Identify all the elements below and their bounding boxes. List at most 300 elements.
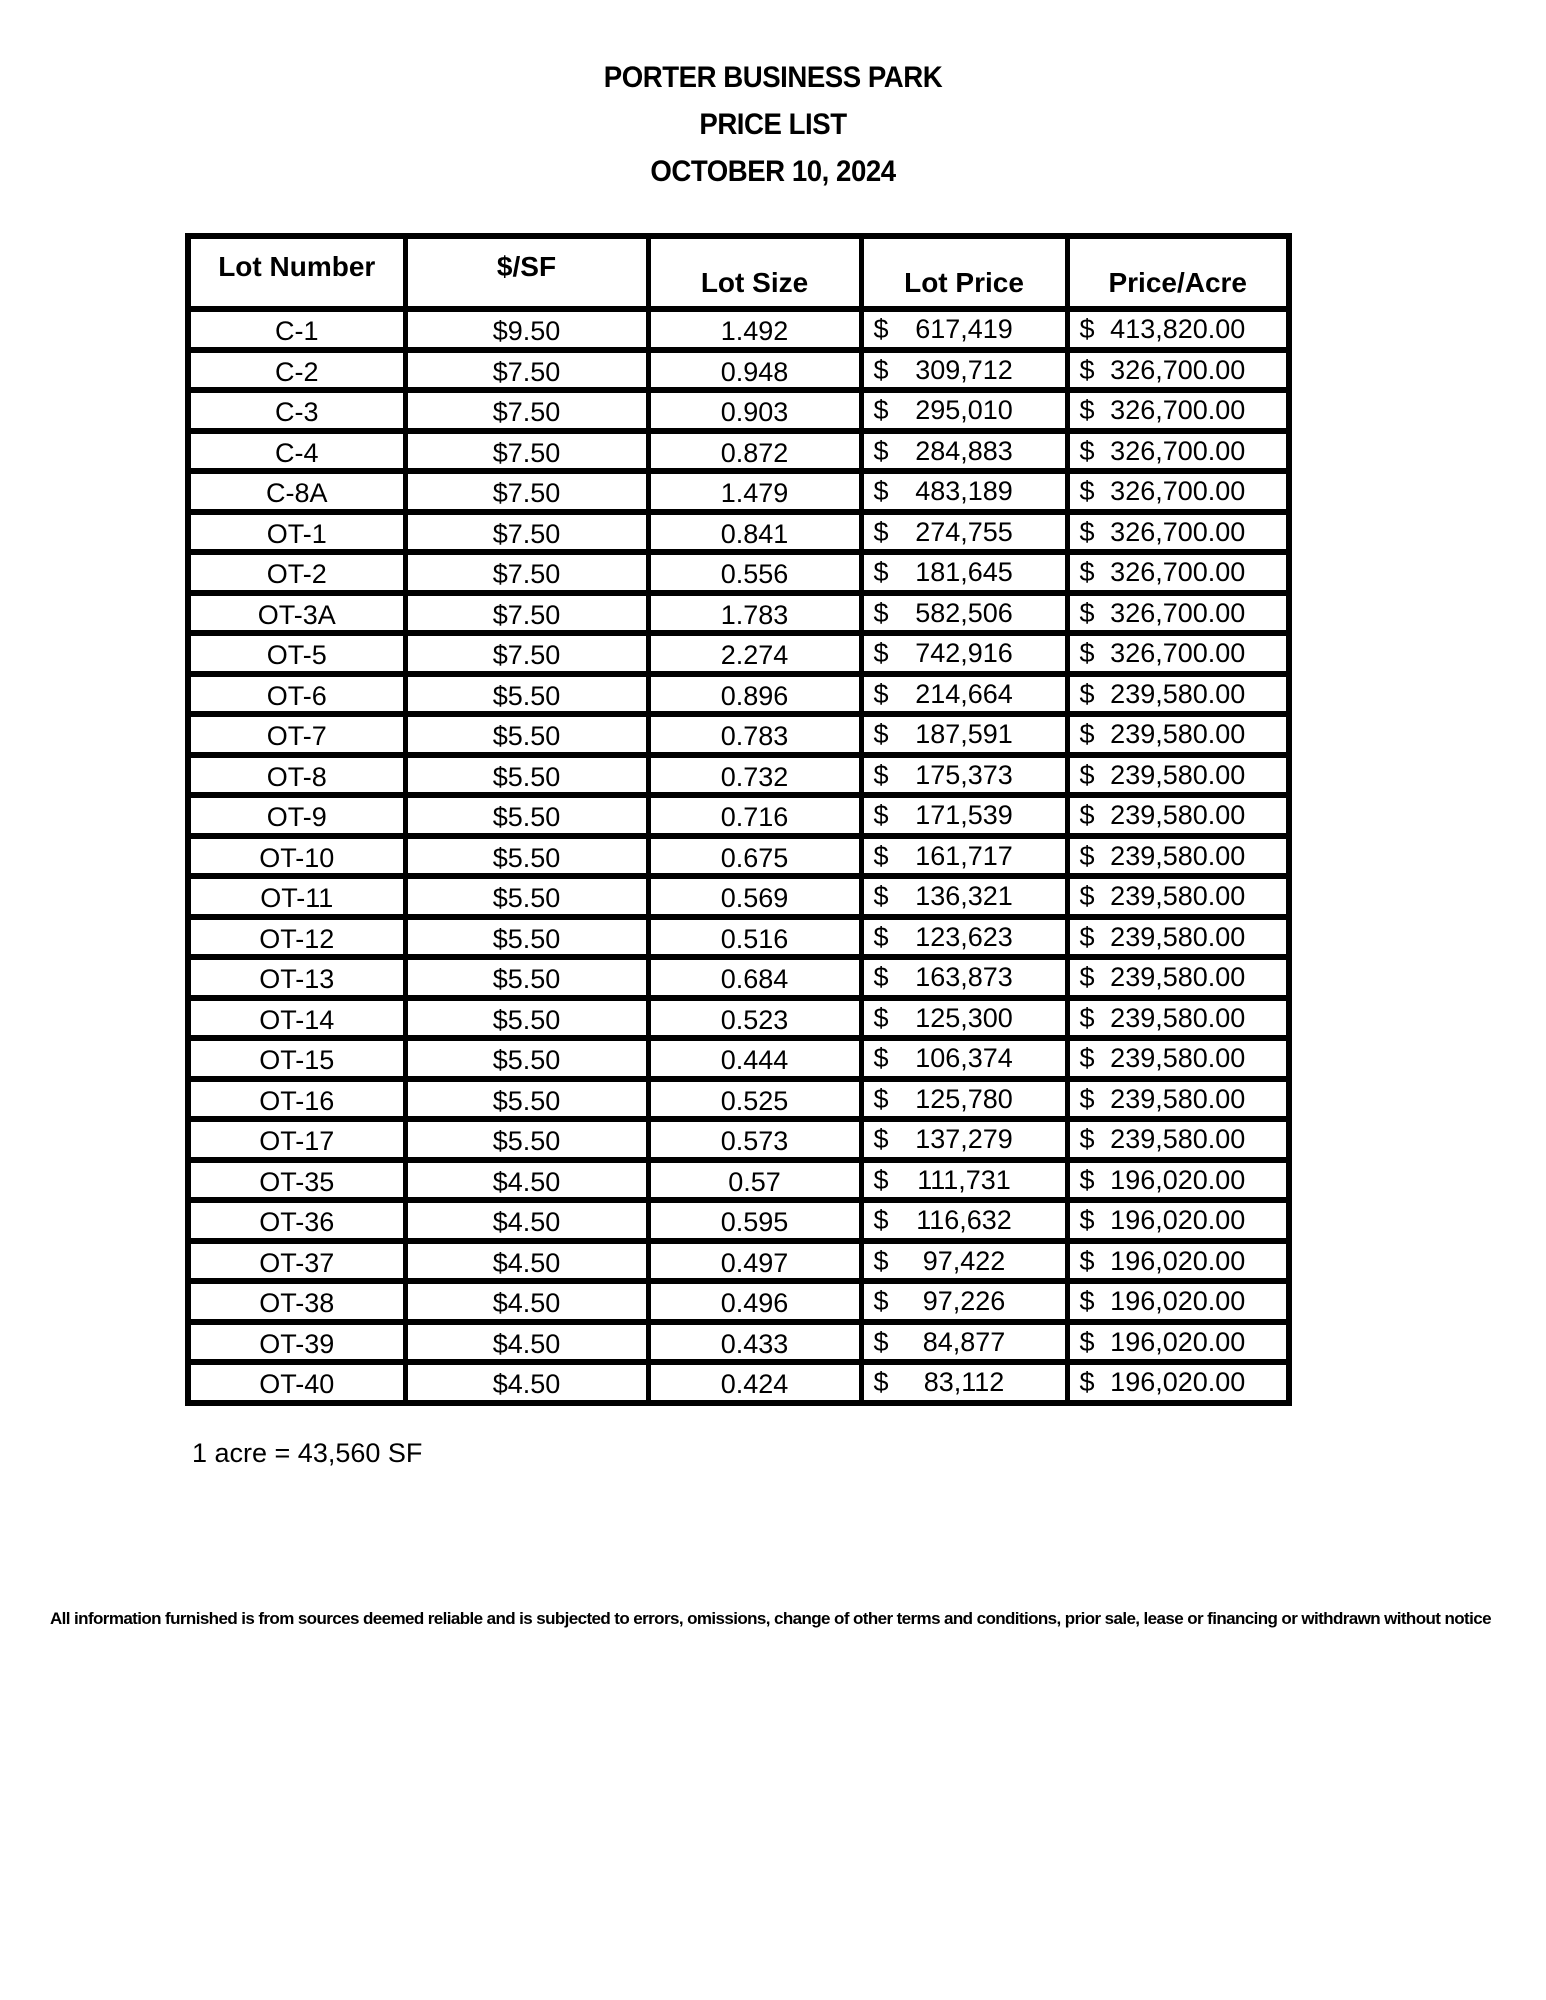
price-per-sf-cell <box>405 1281 648 1322</box>
price-per-acre-cell <box>1067 309 1289 350</box>
lot-number-cell-value: OT-2 <box>266 559 327 590</box>
price-per-sf-cell-value: $5.50 <box>492 883 561 914</box>
price-per-acre-cell-value: 326,700.00 <box>1110 395 1246 426</box>
price-per-sf-cell <box>405 1160 648 1201</box>
currency-symbol: $ <box>1079 800 1095 831</box>
lot-number-cell <box>188 1200 405 1241</box>
lot-price-cell <box>861 755 1067 796</box>
lot-number-cell-value: OT-16 <box>259 1085 335 1116</box>
price-per-acre-cell <box>1067 674 1289 715</box>
lot-size-cell <box>648 512 861 553</box>
price-per-sf-cell-value: $7.50 <box>492 518 561 549</box>
lot-price-cell-value: 742,916 <box>915 638 1013 669</box>
price-per-acre-cell-value: 239,580.00 <box>1110 881 1246 912</box>
currency-symbol: $ <box>1079 314 1095 345</box>
currency-symbol: $ <box>873 638 889 669</box>
lot-number-cell <box>188 431 405 472</box>
price-per-acre-cell-value: 326,700.00 <box>1110 435 1246 466</box>
lot-size-cell <box>648 836 861 877</box>
price-per-acre-cell <box>1067 1119 1289 1160</box>
currency-symbol: $ <box>873 597 889 628</box>
lot-number-cell-value: OT-36 <box>259 1207 335 1238</box>
lot-number-cell <box>188 1281 405 1322</box>
lot-number-cell-value: OT-10 <box>259 842 335 873</box>
lot-number-cell <box>188 1241 405 1282</box>
lot-number-cell-value: OT-35 <box>259 1166 335 1197</box>
lot-size-cell-value: 0.497 <box>720 1247 789 1278</box>
lot-size-cell <box>648 674 861 715</box>
lot-price-cell <box>861 552 1067 593</box>
currency-symbol: $ <box>873 881 889 912</box>
lot-number-cell <box>188 795 405 836</box>
column-header-label: Lot Price <box>904 267 1024 298</box>
column-header-label: Price/Acre <box>1108 267 1248 298</box>
lot-size-cell-value: 0.573 <box>720 1126 789 1157</box>
currency-symbol: $ <box>873 759 889 790</box>
price-per-sf-cell <box>405 633 648 674</box>
currency-symbol: $ <box>873 1124 889 1155</box>
lot-price-cell <box>861 795 1067 836</box>
lot-number-cell <box>188 674 405 715</box>
price-per-acre-cell <box>1067 350 1289 391</box>
lot-price-cell-value: 123,623 <box>915 921 1013 952</box>
lot-size-cell-value: 0.523 <box>720 1004 789 1035</box>
currency-symbol: $ <box>873 921 889 952</box>
currency-symbol: $ <box>873 516 889 547</box>
price-per-sf-cell-value: $5.50 <box>492 1126 561 1157</box>
price-per-sf-cell-value: $5.50 <box>492 721 561 752</box>
currency-symbol: $ <box>873 1164 889 1195</box>
table-row <box>188 552 1289 593</box>
table-row <box>188 593 1289 634</box>
lot-number-cell-value: C-3 <box>274 397 319 428</box>
price-per-sf-cell <box>405 1362 648 1403</box>
column-header-lot-number <box>188 236 405 309</box>
lot-price-cell <box>861 512 1067 553</box>
table-row <box>188 795 1289 836</box>
currency-symbol: $ <box>1079 1164 1095 1195</box>
lot-price-cell <box>861 998 1067 1039</box>
lot-number-cell <box>188 390 405 431</box>
lot-price-cell-value: 84,877 <box>922 1326 1006 1357</box>
currency-symbol: $ <box>1079 435 1095 466</box>
lot-number-cell <box>188 1079 405 1120</box>
currency-symbol: $ <box>1079 678 1095 709</box>
price-per-acre-cell <box>1067 390 1289 431</box>
currency-symbol: $ <box>873 962 889 993</box>
table-row <box>188 471 1289 512</box>
price-per-sf-cell <box>405 552 648 593</box>
lot-price-cell-value: 617,419 <box>915 314 1013 345</box>
lot-number-cell <box>188 714 405 755</box>
price-per-sf-cell-value: $5.50 <box>492 1045 561 1076</box>
price-per-sf-cell <box>405 1241 648 1282</box>
table-row <box>188 431 1289 472</box>
lot-price-cell-value: 171,539 <box>915 800 1013 831</box>
lot-price-cell-value: 582,506 <box>915 597 1013 628</box>
lot-size-cell-value: 0.525 <box>720 1085 789 1116</box>
currency-symbol: $ <box>873 800 889 831</box>
currency-symbol: $ <box>1079 516 1095 547</box>
currency-symbol: $ <box>873 354 889 385</box>
currency-symbol: $ <box>1079 1083 1095 1114</box>
lot-size-cell-value: 0.595 <box>720 1207 789 1238</box>
lot-price-cell-value: 295,010 <box>915 395 1013 426</box>
lot-number-cell <box>188 1038 405 1079</box>
lot-price-cell <box>861 674 1067 715</box>
currency-symbol: $ <box>873 1286 889 1317</box>
lot-number-cell <box>188 1119 405 1160</box>
lot-size-cell <box>648 1160 861 1201</box>
lot-number-cell-value: OT-3A <box>257 599 336 630</box>
lot-number-cell <box>188 633 405 674</box>
table-row <box>188 876 1289 917</box>
currency-symbol: $ <box>1079 557 1095 588</box>
price-per-sf-cell-value: $7.50 <box>492 640 561 671</box>
price-per-acre-cell <box>1067 1241 1289 1282</box>
price-per-acre-cell <box>1067 795 1289 836</box>
lot-size-cell <box>648 1362 861 1403</box>
price-per-sf-cell-value: $5.50 <box>492 680 561 711</box>
price-per-sf-cell-value: $5.50 <box>492 964 561 995</box>
price-per-sf-cell-value: $9.50 <box>492 316 561 347</box>
lot-price-cell <box>861 1281 1067 1322</box>
lot-price-cell-value: 97,422 <box>922 1245 1006 1276</box>
lot-size-cell-value: 0.57 <box>728 1166 781 1197</box>
lot-price-cell-value: 83,112 <box>923 1367 1005 1398</box>
lot-price-cell-value: 163,873 <box>915 962 1013 993</box>
lot-price-cell-value: 137,279 <box>915 1124 1013 1155</box>
lot-number-cell-value: C-1 <box>274 316 319 347</box>
lot-size-cell <box>648 795 861 836</box>
price-per-sf-cell-value: $4.50 <box>492 1328 561 1359</box>
lot-number-cell-value: OT-37 <box>259 1247 335 1278</box>
price-per-acre-cell-value: 326,700.00 <box>1110 597 1246 628</box>
price-per-acre-cell-value: 239,580.00 <box>1110 1083 1246 1114</box>
table-row <box>188 1200 1289 1241</box>
lot-size-cell-value: 0.496 <box>720 1288 789 1319</box>
lot-price-cell-value: 161,717 <box>915 840 1013 871</box>
table-row <box>188 1079 1289 1120</box>
price-per-sf-cell-value: $7.50 <box>492 397 561 428</box>
lot-number-cell <box>188 836 405 877</box>
price-per-acre-cell-value: 196,020.00 <box>1110 1326 1246 1357</box>
price-per-sf-cell <box>405 350 648 391</box>
lot-number-cell <box>188 309 405 350</box>
lot-price-cell <box>861 309 1067 350</box>
lot-price-cell <box>861 1038 1067 1079</box>
price-table <box>185 233 1292 1406</box>
lot-price-cell <box>861 1241 1067 1282</box>
currency-symbol: $ <box>1079 1286 1095 1317</box>
price-per-sf-cell-value: $5.50 <box>492 1004 561 1035</box>
lot-size-cell-value: 0.433 <box>720 1328 789 1359</box>
table-row <box>188 1119 1289 1160</box>
lot-number-cell <box>188 350 405 391</box>
lot-number-cell <box>188 593 405 634</box>
currency-symbol: $ <box>873 557 889 588</box>
lot-number-cell <box>188 1362 405 1403</box>
lot-size-cell-value: 2.274 <box>720 640 789 671</box>
lot-price-cell <box>861 1160 1067 1201</box>
price-per-sf-cell <box>405 1079 648 1120</box>
currency-symbol: $ <box>873 435 889 466</box>
table-row <box>188 1362 1289 1403</box>
column-header-price-per-sf <box>405 236 648 309</box>
price-per-sf-cell-value: $7.50 <box>492 356 561 387</box>
lot-price-cell-value: 483,189 <box>915 476 1013 507</box>
lot-number-cell <box>188 471 405 512</box>
lot-size-cell-value: 0.841 <box>720 518 789 549</box>
price-per-acre-cell-value: 239,580.00 <box>1110 1002 1246 1033</box>
table-row <box>188 512 1289 553</box>
lot-number-cell <box>188 512 405 553</box>
lot-price-cell-value: 125,300 <box>915 1002 1013 1033</box>
price-per-acre-cell-value: 326,700.00 <box>1110 557 1246 588</box>
currency-symbol: $ <box>1079 962 1095 993</box>
acre-conversion-note: 1 acre = 43,560 SF <box>192 1438 423 1468</box>
price-per-acre-cell-value: 239,580.00 <box>1110 1043 1246 1074</box>
lot-size-cell-value: 0.716 <box>720 802 789 833</box>
lot-size-cell-value: 0.675 <box>720 842 789 873</box>
lot-size-cell <box>648 917 861 958</box>
currency-symbol: $ <box>873 1043 889 1074</box>
price-per-acre-cell <box>1067 1281 1289 1322</box>
price-per-acre-cell-value: 196,020.00 <box>1110 1286 1246 1317</box>
price-per-sf-cell-value: $7.50 <box>492 559 561 590</box>
lot-size-cell <box>648 755 861 796</box>
price-per-sf-cell <box>405 836 648 877</box>
lot-size-cell <box>648 1079 861 1120</box>
table-row <box>188 1038 1289 1079</box>
price-per-acre-cell <box>1067 1038 1289 1079</box>
lot-number-cell-value: OT-39 <box>259 1328 335 1359</box>
table-row <box>188 1322 1289 1363</box>
lot-price-cell <box>861 1200 1067 1241</box>
price-per-sf-cell <box>405 1119 648 1160</box>
lot-price-cell <box>861 350 1067 391</box>
lot-price-cell <box>861 1362 1067 1403</box>
price-per-sf-cell <box>405 998 648 1039</box>
lot-size-cell <box>648 350 861 391</box>
price-per-sf-cell <box>405 390 648 431</box>
lot-number-cell-value: OT-11 <box>260 883 334 914</box>
table-row <box>188 309 1289 350</box>
lot-number-cell <box>188 1160 405 1201</box>
column-header-price-per-acre <box>1067 236 1289 309</box>
lot-number-cell-value: OT-38 <box>259 1288 335 1319</box>
lot-size-cell <box>648 471 861 512</box>
price-per-sf-cell <box>405 957 648 998</box>
lot-size-cell-value: 0.556 <box>720 559 789 590</box>
price-per-acre-cell-value: 326,700.00 <box>1110 516 1246 547</box>
price-per-acre-cell <box>1067 512 1289 553</box>
lot-size-cell <box>648 1281 861 1322</box>
currency-symbol: $ <box>1079 1002 1095 1033</box>
price-per-sf-cell <box>405 309 648 350</box>
lot-number-cell <box>188 755 405 796</box>
price-per-sf-cell-value: $7.50 <box>492 478 561 509</box>
lot-number-cell <box>188 917 405 958</box>
price-per-acre-cell <box>1067 633 1289 674</box>
currency-symbol: $ <box>873 1205 889 1236</box>
table-row <box>188 998 1289 1039</box>
lot-size-cell <box>648 1200 861 1241</box>
table-row <box>188 957 1289 998</box>
currency-symbol: $ <box>1079 1326 1095 1357</box>
price-per-sf-cell <box>405 917 648 958</box>
price-per-acre-cell-value: 239,580.00 <box>1110 1124 1246 1155</box>
price-per-sf-cell-value: $7.50 <box>492 599 561 630</box>
lot-size-cell <box>648 714 861 755</box>
currency-symbol: $ <box>1079 395 1095 426</box>
lot-size-cell <box>648 1241 861 1282</box>
lot-number-cell <box>188 1322 405 1363</box>
lot-number-cell-value: OT-17 <box>259 1126 335 1157</box>
lot-price-cell-value: 181,645 <box>915 557 1013 588</box>
table-row <box>188 1241 1289 1282</box>
currency-symbol: $ <box>873 1002 889 1033</box>
lot-price-cell-value: 284,883 <box>915 435 1013 466</box>
table-row <box>188 714 1289 755</box>
disclaimer-text: All information furnished is from sources deemed reliable and is subjected to errors, omissions, change of other terms and conditions, prior sale, lease or financing or withdrawn without notice <box>50 1609 1491 1628</box>
lot-number-cell-value: OT-6 <box>266 680 327 711</box>
table-row <box>188 1281 1289 1322</box>
price-per-acre-cell-value: 239,580.00 <box>1110 800 1246 831</box>
price-per-acre-cell-value: 239,580.00 <box>1110 719 1246 750</box>
lot-number-cell-value: OT-7 <box>266 721 327 752</box>
lot-price-cell <box>861 390 1067 431</box>
lot-number-cell-value: C-4 <box>274 437 319 468</box>
lot-size-cell-value: 1.492 <box>720 316 789 347</box>
lot-price-cell <box>861 836 1067 877</box>
lot-size-cell-value: 0.684 <box>720 964 789 995</box>
lot-size-cell <box>648 1119 861 1160</box>
price-per-acre-cell-value: 196,020.00 <box>1110 1164 1246 1195</box>
table-row <box>188 674 1289 715</box>
lot-price-cell <box>861 917 1067 958</box>
lot-number-cell-value: OT-8 <box>266 761 327 792</box>
lot-size-cell-value: 0.516 <box>720 923 789 954</box>
currency-symbol: $ <box>1079 759 1095 790</box>
price-per-acre-cell <box>1067 552 1289 593</box>
price-per-sf-cell-value: $4.50 <box>492 1369 561 1400</box>
price-per-sf-cell <box>405 1200 648 1241</box>
document-title: PORTER BUSINESS PARK <box>603 61 943 94</box>
price-per-acre-cell-value: 196,020.00 <box>1110 1367 1246 1398</box>
price-per-acre-cell <box>1067 836 1289 877</box>
price-per-acre-cell <box>1067 876 1289 917</box>
lot-size-cell-value: 0.783 <box>720 721 789 752</box>
currency-symbol: $ <box>1079 638 1095 669</box>
price-per-acre-cell-value: 413,820.00 <box>1110 314 1246 345</box>
lot-price-cell-value: 309,712 <box>915 354 1013 385</box>
currency-symbol: $ <box>873 840 889 871</box>
currency-symbol: $ <box>873 1326 889 1357</box>
lot-size-cell-value: 0.424 <box>720 1369 789 1400</box>
column-header-label: $/SF <box>496 251 557 282</box>
lot-size-cell <box>648 431 861 472</box>
lot-price-cell <box>861 593 1067 634</box>
price-per-sf-cell-value: $5.50 <box>492 923 561 954</box>
currency-symbol: $ <box>873 395 889 426</box>
price-per-acre-cell-value: 239,580.00 <box>1110 759 1246 790</box>
lot-price-cell-value: 187,591 <box>915 719 1013 750</box>
price-per-acre-cell <box>1067 471 1289 512</box>
price-per-acre-cell-value: 326,700.00 <box>1110 476 1246 507</box>
price-per-acre-cell <box>1067 1160 1289 1201</box>
price-per-sf-cell-value: $5.50 <box>492 842 561 873</box>
column-header-label: Lot Number <box>218 251 376 282</box>
lot-number-cell-value: OT-15 <box>259 1045 335 1076</box>
price-per-sf-cell-value: $5.50 <box>492 1085 561 1116</box>
lot-size-cell-value: 1.479 <box>720 478 789 509</box>
lot-price-cell <box>861 1119 1067 1160</box>
price-per-sf-cell-value: $7.50 <box>492 437 561 468</box>
header-row <box>188 236 1289 309</box>
price-per-sf-cell <box>405 1038 648 1079</box>
price-per-sf-cell <box>405 471 648 512</box>
currency-symbol: $ <box>1079 354 1095 385</box>
price-per-sf-cell <box>405 795 648 836</box>
column-header-lot-price <box>861 236 1067 309</box>
currency-symbol: $ <box>873 476 889 507</box>
price-per-sf-cell <box>405 755 648 796</box>
lot-number-cell <box>188 957 405 998</box>
price-per-acre-cell-value: 239,580.00 <box>1110 921 1246 952</box>
currency-symbol: $ <box>1079 1043 1095 1074</box>
lot-size-cell-value: 0.896 <box>720 680 789 711</box>
lot-size-cell <box>648 998 861 1039</box>
lot-size-cell-value: 0.732 <box>720 761 789 792</box>
lot-number-cell-value: OT-13 <box>259 964 335 995</box>
column-header-label: Lot Size <box>700 267 809 298</box>
lot-price-cell-value: 106,374 <box>915 1043 1013 1074</box>
table-row <box>188 836 1289 877</box>
currency-symbol: $ <box>1079 1205 1095 1236</box>
lot-price-cell <box>861 714 1067 755</box>
price-per-acre-cell-value: 196,020.00 <box>1110 1245 1246 1276</box>
price-per-sf-cell <box>405 876 648 917</box>
table-row <box>188 917 1289 958</box>
lot-number-cell-value: OT-1 <box>266 518 327 549</box>
lot-size-cell <box>648 309 861 350</box>
lot-price-cell-value: 125,780 <box>915 1083 1013 1114</box>
currency-symbol: $ <box>873 1367 889 1398</box>
table-row <box>188 755 1289 796</box>
currency-symbol: $ <box>1079 1367 1095 1398</box>
currency-symbol: $ <box>1079 476 1095 507</box>
lot-size-cell-value: 0.872 <box>720 437 789 468</box>
price-per-acre-cell <box>1067 1362 1289 1403</box>
lot-price-cell <box>861 1079 1067 1120</box>
currency-symbol: $ <box>1079 921 1095 952</box>
price-per-sf-cell <box>405 512 648 553</box>
price-per-sf-cell-value: $5.50 <box>492 802 561 833</box>
price-per-acre-cell-value: 239,580.00 <box>1110 962 1246 993</box>
table-row <box>188 1160 1289 1201</box>
lot-size-cell-value: 0.569 <box>720 883 789 914</box>
currency-symbol: $ <box>1079 597 1095 628</box>
price-per-acre-cell <box>1067 1322 1289 1363</box>
table-row <box>188 633 1289 674</box>
price-per-acre-cell <box>1067 714 1289 755</box>
price-per-acre-cell <box>1067 593 1289 634</box>
lot-price-cell <box>861 957 1067 998</box>
currency-symbol: $ <box>873 678 889 709</box>
currency-symbol: $ <box>873 1083 889 1114</box>
lot-number-cell-value: OT-9 <box>266 802 327 833</box>
